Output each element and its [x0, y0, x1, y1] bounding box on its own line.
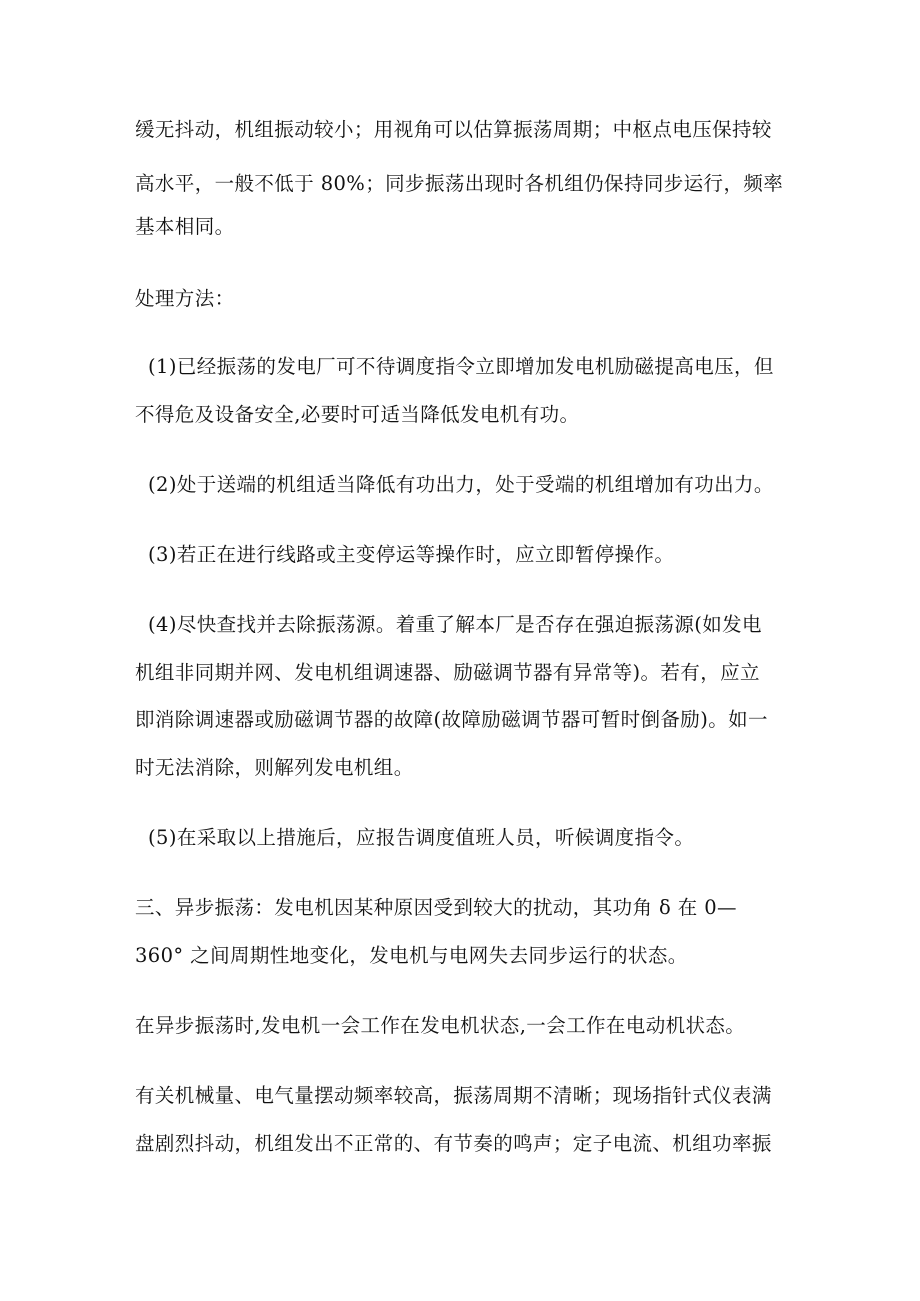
section-heading: 三、异步振荡：发电机因某种原因受到较大的扰动，其功角 δ 在 0— [135, 896, 737, 919]
text-line: 盘剧烈抖动，机组发出不正常的、有节奏的鸣声；定子电流、机组功率振 [135, 1132, 772, 1155]
text-line: 即消除调速器或励磁调节器的故障(故障励磁调节器可暂时倒备励)。如一 [135, 708, 768, 731]
section-label: 处理方法： [135, 287, 235, 310]
text-line: 缓无抖动，机组振动较小；用视角可以估算振荡周期；中枢点电压保持较 [135, 118, 772, 141]
text-line: (5)在采取以上措施后，应报告调度值班人员，听候调度指令。 [148, 826, 695, 849]
text-line: (2)处于送端的机组适当降低有功出力，处于受端的机组增加有功出力。 [148, 473, 774, 496]
text-line: 360° 之间周期性地变化，发电机与电网失去同步运行的状态。 [135, 944, 688, 967]
text-line: (1)已经振荡的发电厂可不待调度指令立即增加发电机励磁提高电压，但 [148, 355, 774, 378]
text-line: 有关机械量、电气量摆动频率较高，振荡周期不清晰；现场指针式仪表满 [135, 1084, 772, 1107]
text-line: 在异步振荡时,发电机一会工作在发电机状态,一会工作在电动机状态。 [135, 1014, 746, 1037]
text-line: 高水平，一般不低于 80%；同步振荡出现时各机组仍保持同步运行，频率 [135, 172, 784, 195]
text-line: 不得危及设备安全,必要时可适当降低发电机有功。 [135, 403, 580, 426]
text-line: (3)若正在进行线路或主变停运等操作时，应立即暂停操作。 [148, 543, 675, 566]
text-line: 时无法消除，则解列发电机组。 [135, 756, 414, 779]
text-line: 基本相同。 [135, 215, 235, 238]
text-line: (4)尽快查找并去除振荡源。着重了解本厂是否存在强迫振荡源(如发电 [148, 613, 762, 636]
text-line: 机组非同期并网、发电机组调速器、励磁调节器有异常等)。若有，应立 [135, 661, 760, 684]
